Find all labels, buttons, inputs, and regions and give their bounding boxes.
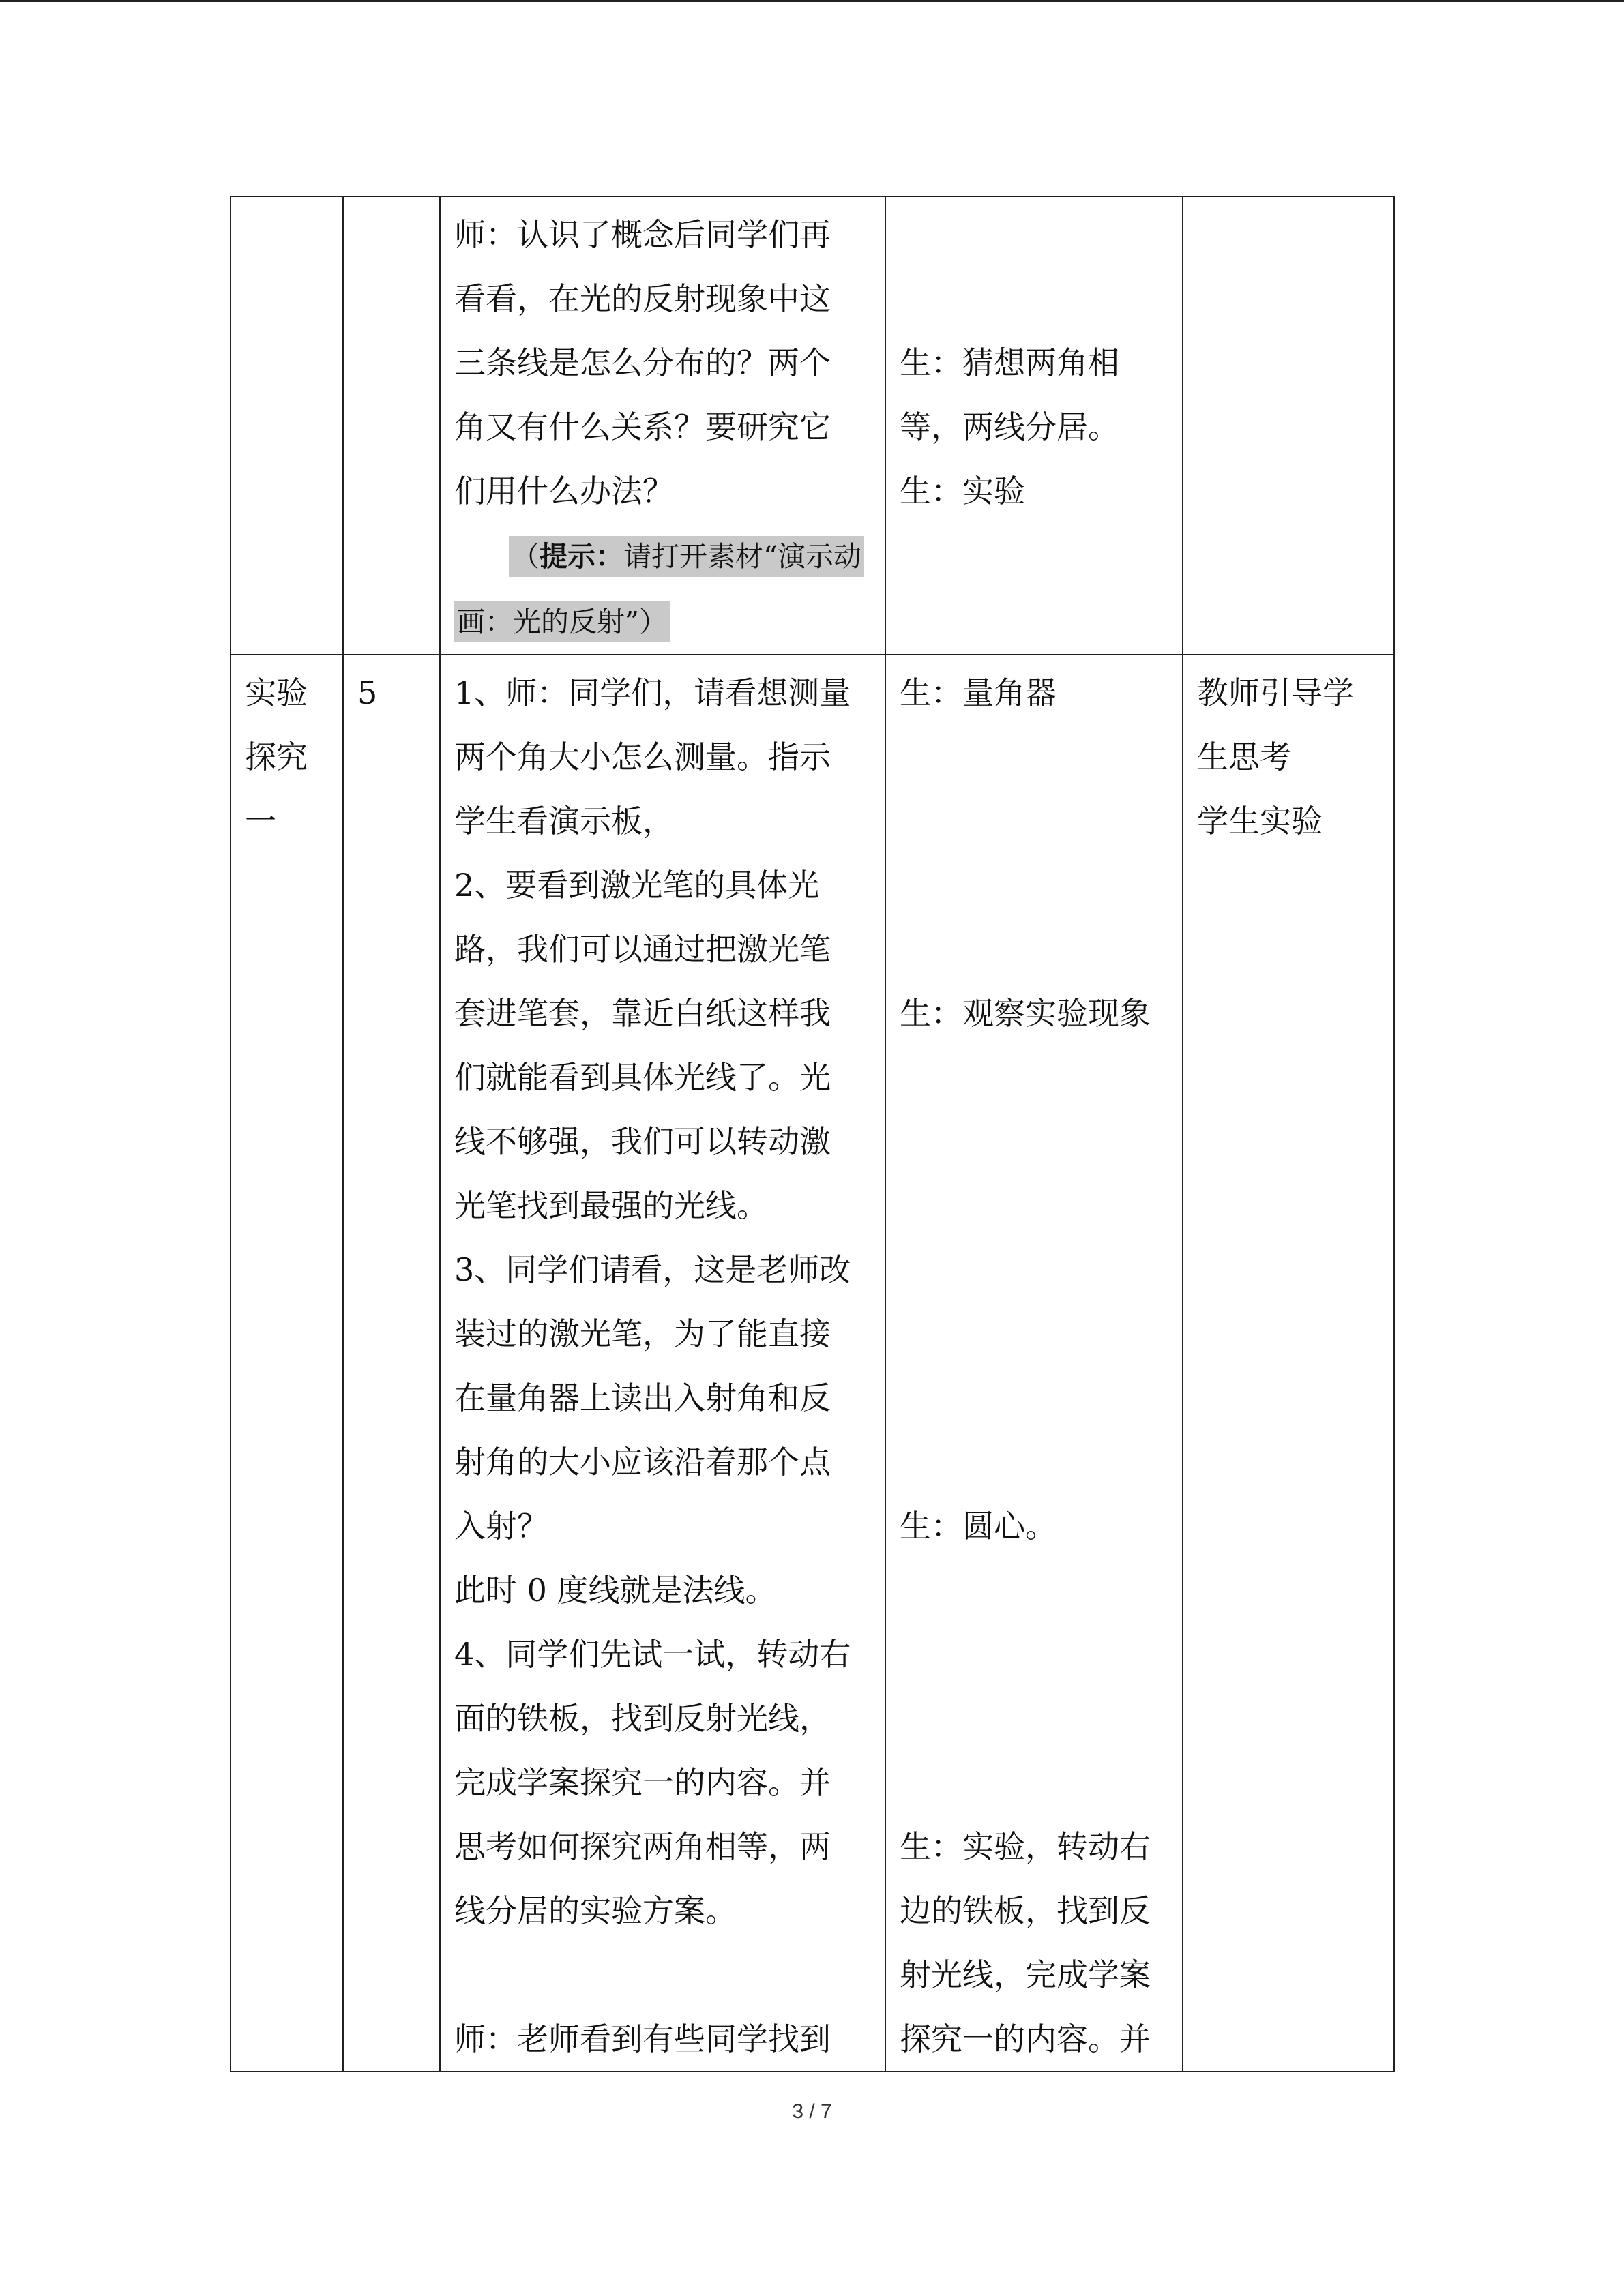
- student-line: 生：实验: [900, 473, 1025, 509]
- teacher-line: 三条线是怎么分布的？两个: [454, 344, 831, 381]
- teacher-line: 两个角大小怎么测量。指示: [454, 739, 831, 775]
- student-line: 生：观察实验现象: [900, 995, 1151, 1032]
- student-line: [900, 267, 1168, 331]
- stage-line: 一: [245, 803, 276, 839]
- student-line: [900, 1366, 1168, 1430]
- teacher-line: 师：认识了概念后同学们再: [454, 216, 831, 253]
- student-line: 探究一的内容。并: [900, 2021, 1151, 2057]
- teacher-line: 3、同学们请看，这是老师改: [454, 1251, 851, 1288]
- student-line: 生：实验，转动右: [900, 1828, 1151, 1865]
- student-line: [900, 1045, 1168, 1109]
- teacher-line: [454, 1943, 871, 2007]
- teacher-line: 装过的激光笔，为了能直接: [454, 1315, 831, 1352]
- student-line: [900, 853, 1168, 917]
- teacher-line: 光笔找到最强的光线。: [454, 1187, 768, 1224]
- student-line: 生：猜想两角相: [900, 344, 1119, 381]
- student-line: [900, 1238, 1168, 1302]
- stage-cell: [231, 655, 343, 2072]
- student-line: [900, 1430, 1168, 1494]
- student-line: [900, 1686, 1168, 1750]
- teacher-line: 路，我们可以通过把激光笔: [454, 931, 831, 968]
- teacher-line: 4、同学们先试一试，转动右: [454, 1636, 851, 1673]
- design-note-line: 生思考: [1197, 739, 1291, 775]
- teacher-line: 此时 0 度线就是法线。: [454, 1572, 777, 1609]
- teacher-line: 师：老师看到有些同学找到: [454, 2021, 831, 2057]
- teacher-line: 面的铁板，找到反射光线，: [454, 1700, 831, 1737]
- hint-label: 提示：: [540, 540, 623, 573]
- design-note-line: 学生实验: [1197, 803, 1323, 839]
- student-line: 射光线，完成学案: [900, 1956, 1151, 1993]
- stage-line: 实验: [245, 674, 308, 711]
- teacher-line: 思考如何探究两角相等，两: [454, 1828, 831, 1865]
- design-note-cell: [1183, 196, 1394, 655]
- student-line: [900, 1302, 1168, 1366]
- student-line: [900, 725, 1168, 789]
- hint-text-1: 请打开素材“演示动: [623, 540, 861, 573]
- minutes-text: 5: [357, 674, 378, 711]
- hint-text-2: 画：光的反射”）: [454, 601, 670, 642]
- student-line: 生：圆心。: [900, 1508, 1057, 1545]
- table-row: [231, 196, 1394, 655]
- teacher-line: 学生看演示板，: [454, 803, 674, 839]
- student-line: [900, 1109, 1168, 1174]
- teacher-line: 角又有什么关系？要研究它: [454, 408, 831, 445]
- teacher-line: 射角的大小应该沿着那个点: [454, 1444, 831, 1480]
- page-top-border: [0, 0, 1624, 2]
- design-note-line: 教师引导学: [1197, 674, 1354, 711]
- teacher-line: 看看，在光的反射现象中这: [454, 280, 831, 317]
- teacher-line: 们就能看到具体光线了。光: [454, 1059, 831, 1096]
- page-number: 3 / 7: [792, 2100, 832, 2123]
- student-line: [900, 1750, 1168, 1815]
- teacher-line: 线不够强，我们可以转动激: [454, 1123, 831, 1160]
- student-line: [900, 917, 1168, 981]
- teacher-line: 1、师：同学们，请看想测量: [454, 674, 851, 711]
- hint-open: （: [512, 540, 540, 573]
- table-row: [231, 655, 1394, 2072]
- student-line: [900, 203, 1168, 267]
- stage-cell: [231, 196, 343, 655]
- teacher-line: 2、要看到激光笔的具体光: [454, 867, 820, 904]
- teacher-line: 套进笔套，靠近白纸这样我: [454, 995, 831, 1032]
- design-note-cell: [1183, 655, 1394, 2072]
- student-line: [900, 1174, 1168, 1238]
- minutes-cell: [343, 196, 440, 655]
- student-line: 生：量角器: [900, 674, 1057, 711]
- teacher-line: 们用什么办法？: [454, 473, 674, 509]
- teacher-activity-cell: [440, 196, 885, 655]
- student-line: 边的铁板，找到反: [900, 1892, 1151, 1929]
- teacher-line: 线分居的实验方案。: [454, 1892, 737, 1929]
- teacher-activity-cell: [440, 655, 885, 2072]
- student-line: [900, 1622, 1168, 1686]
- teacher-line: 在量角器上读出入射角和反: [454, 1380, 831, 1416]
- student-line: 等，两线分居。: [900, 408, 1119, 445]
- lesson-plan-table: [230, 196, 1395, 2072]
- stage-line: 探究: [245, 739, 308, 775]
- teacher-line: 完成学案探究一的内容。并: [454, 1764, 831, 1801]
- student-line: [900, 1558, 1168, 1622]
- student-activity-cell: [885, 196, 1183, 655]
- teacher-line: 入射？: [454, 1508, 548, 1545]
- student-line: [900, 789, 1168, 853]
- student-activity-cell: [885, 655, 1183, 2072]
- minutes-cell: [343, 655, 440, 2072]
- hint-note[interactable]: [454, 523, 871, 588]
